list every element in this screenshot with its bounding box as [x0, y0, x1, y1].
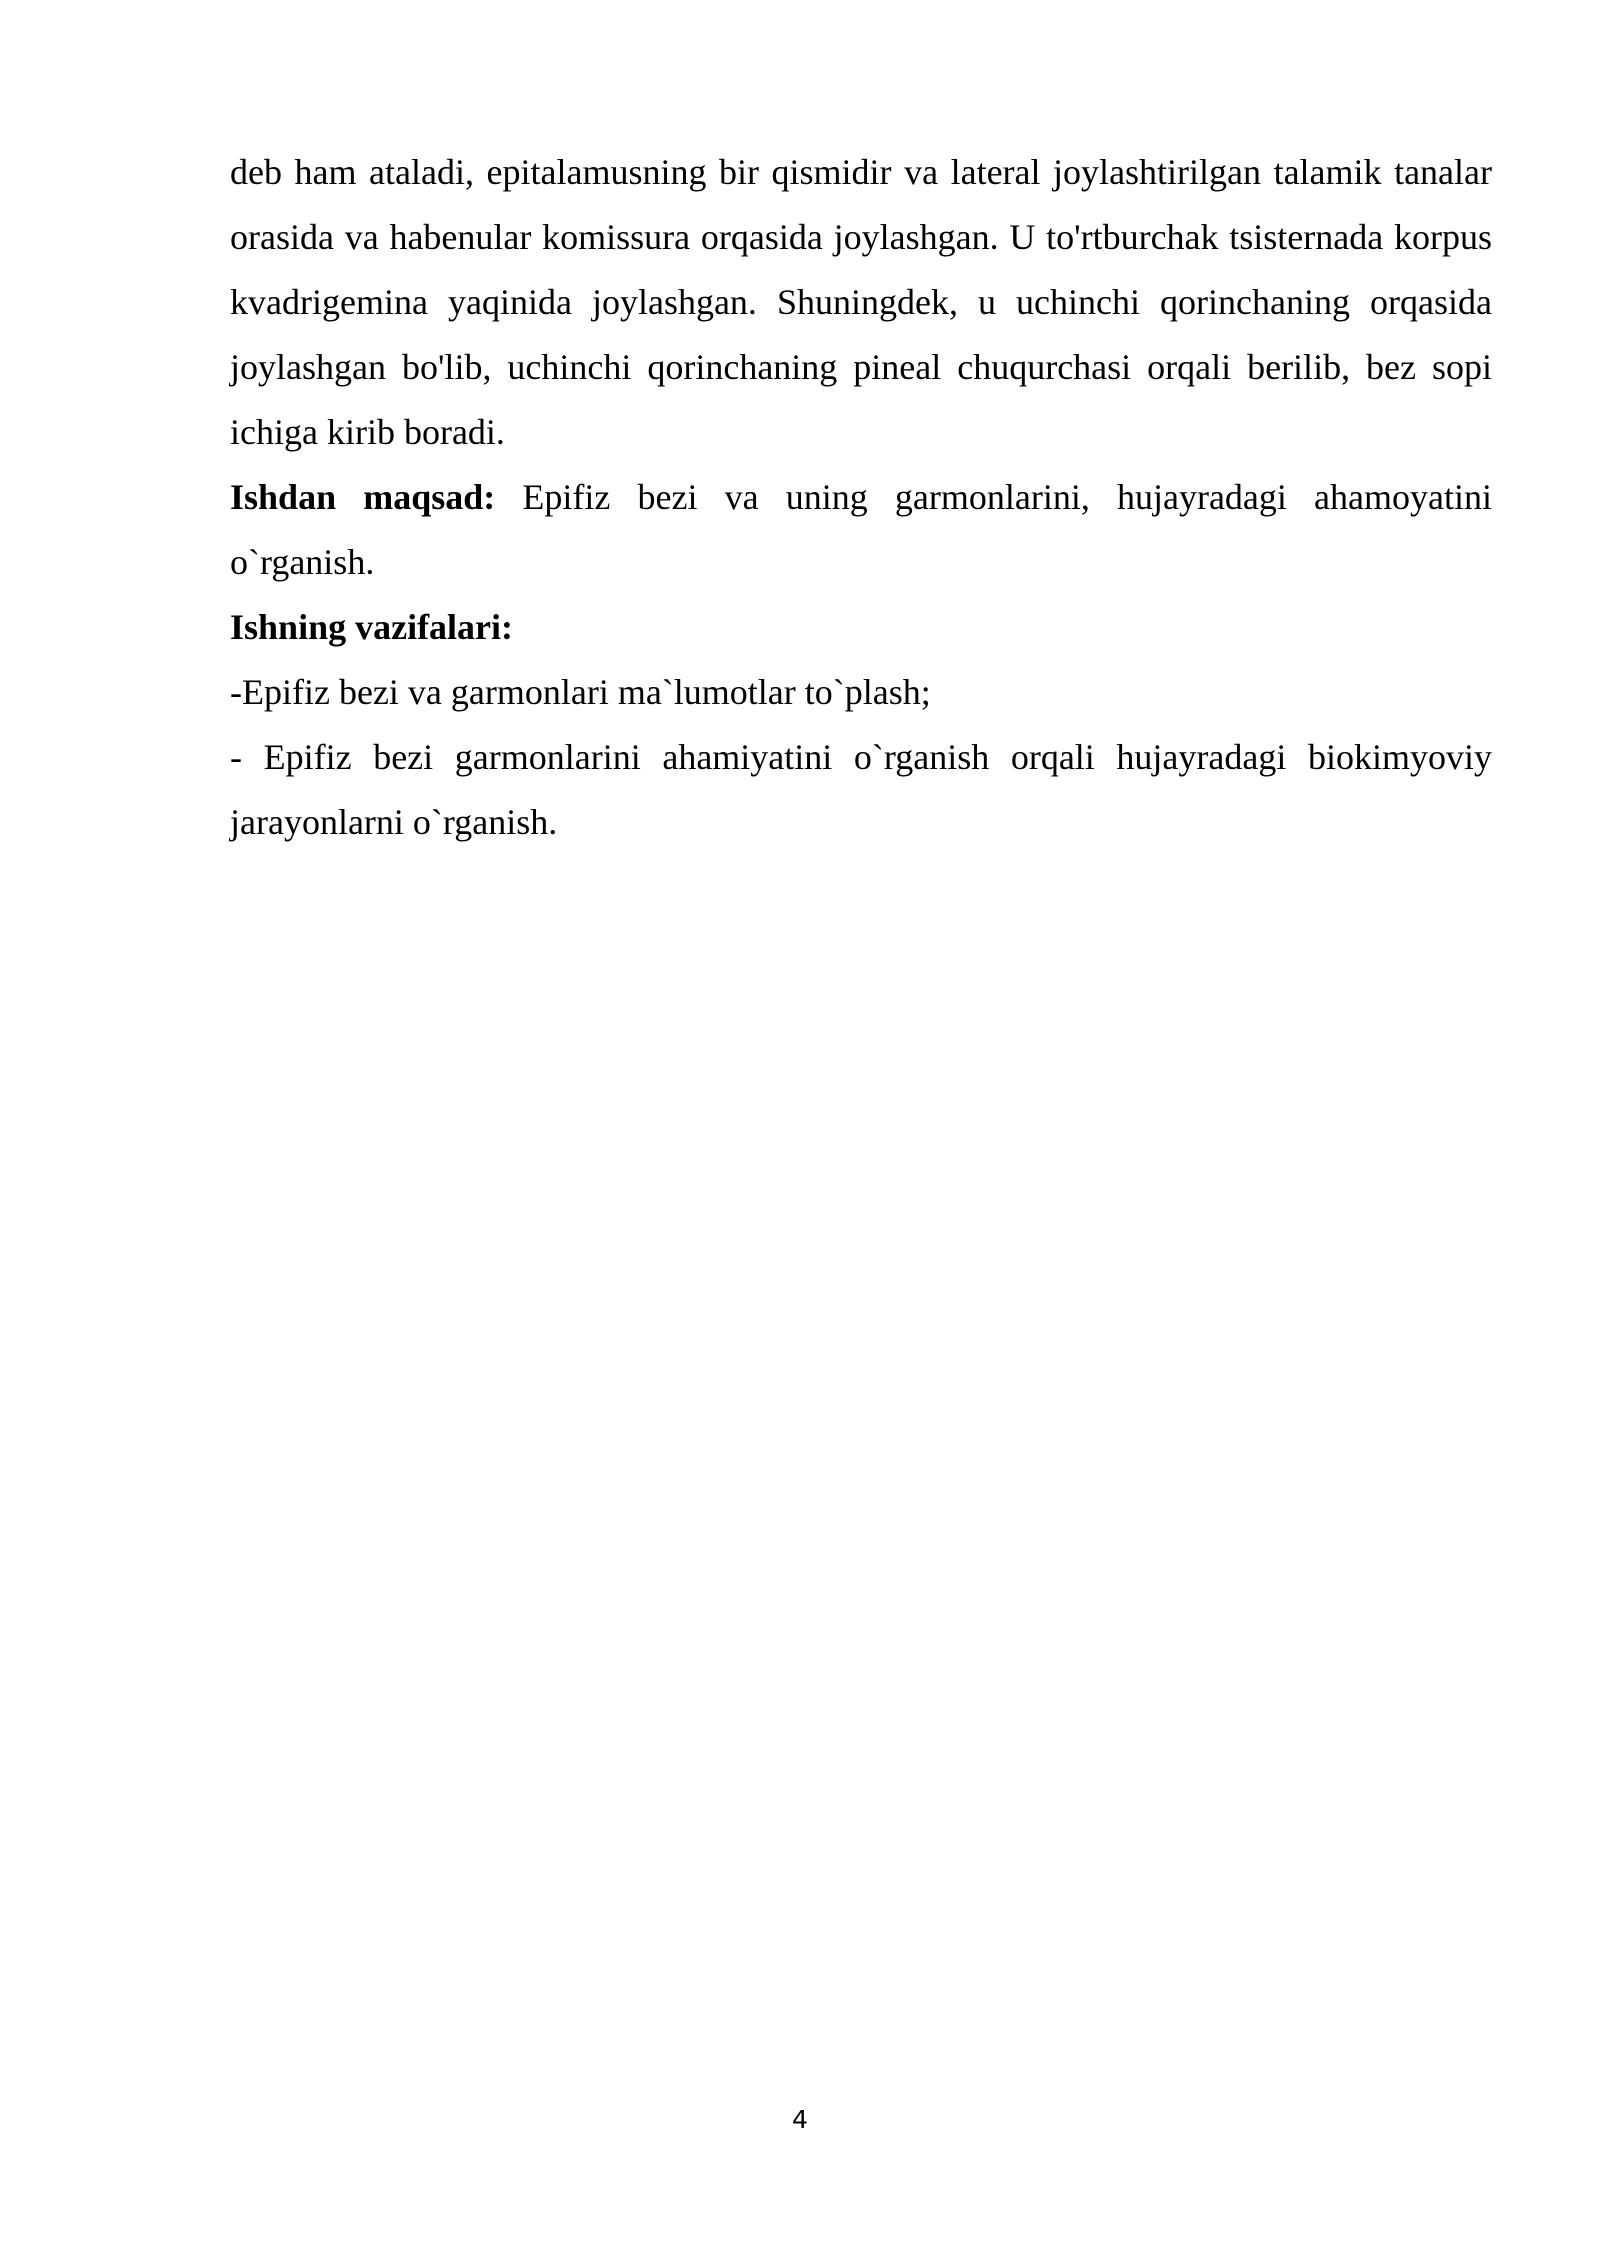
task-item-2: - Epifiz bezi garmonlarini ahamiyatini o`rganish orqali hujayradagi biokimyoviy jarayonlarni o`rganish.	[230, 737, 1492, 842]
page-number: 4	[792, 2105, 808, 2134]
task-item-1: -Epifiz bezi va garmonlari ma`lumotlar to`plash;	[230, 672, 931, 712]
tasks-heading: Ishning vazifalari:	[230, 607, 514, 647]
aim-text: Epifiz bezi va uning garmonlarini, hujayradagi ahamoyatini o`rganish.	[230, 477, 1492, 582]
paragraph-aim	[230, 465, 1492, 595]
aim-label: Ishdan maqsad:	[230, 477, 496, 517]
document-body	[230, 140, 1492, 855]
paragraph-intro: deb ham ataladi, epitalamusning bir qismidir va lateral joylashtirilgan talamik tanalar orasida va habenular komissura orqasida joylashgan. U to'rtburchak tsisternada korpus kvadrigemina yaqinida joylashgan. Shuningdek, u uchinchi qorinchaning orqasida joylashgan bo'lib, uchinchi qorinchaning pineal chuqurchasi orqali berilib, bez sopi ichiga kirib boradi.	[230, 152, 1492, 452]
